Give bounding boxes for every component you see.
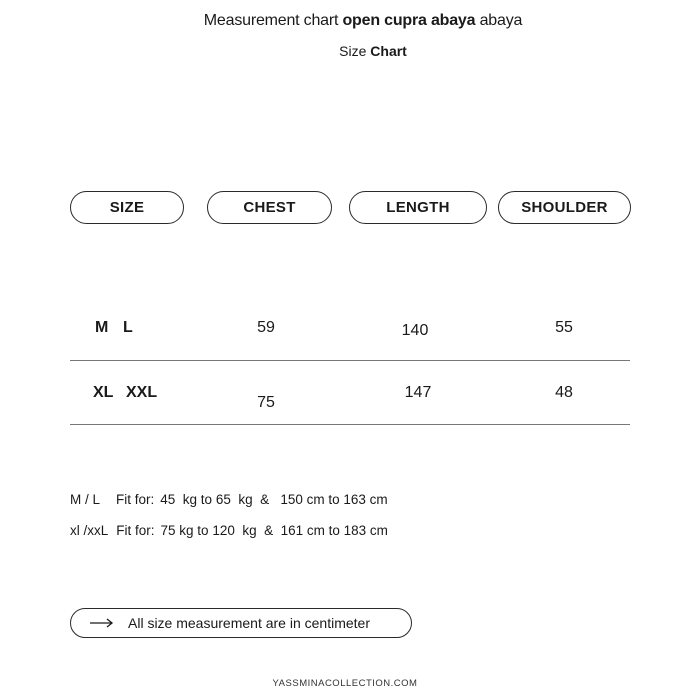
fit-note-xl-xxl xyxy=(70,523,388,538)
row-size-l: L xyxy=(123,319,133,336)
fit-text: 75 kg to 120 kg & 161 cm to 183 cm xyxy=(160,523,388,538)
fit-label: Fit for: xyxy=(116,492,155,507)
fit-note-m-l xyxy=(70,492,388,507)
title-suffix: abaya xyxy=(479,12,523,29)
title-prefix: Measurement chart xyxy=(203,12,339,29)
row-divider xyxy=(70,424,630,425)
measurement-note xyxy=(70,608,412,638)
arrow-right-icon xyxy=(90,618,114,628)
page-title xyxy=(0,12,700,30)
fit-text: 45 kg to 65 kg & 150 cm to 163 cm xyxy=(160,492,388,507)
column-header-chest: CHEST xyxy=(207,191,332,224)
title-product: open cupra abaya xyxy=(342,12,476,29)
row-divider xyxy=(70,360,630,361)
subtitle-prefix: Size xyxy=(339,43,367,59)
fit-size: M / L xyxy=(70,492,101,507)
row2-shoulder: 48 xyxy=(555,384,573,401)
row1-shoulder: 55 xyxy=(555,319,573,336)
page-subtitle xyxy=(0,43,700,59)
fit-label: Fit for: xyxy=(116,523,155,538)
row1-chest: 59 xyxy=(257,319,275,336)
row2-length: 147 xyxy=(404,384,432,401)
row-size-m: M xyxy=(95,319,109,336)
note-text: All size measurement are in centimeter xyxy=(128,615,370,631)
footer-site: YASSMINACOLLECTION.COM xyxy=(272,678,418,689)
column-header-shoulder: SHOULDER xyxy=(498,191,631,224)
column-header-size: SIZE xyxy=(70,191,184,224)
row-size-xxl: XXL xyxy=(126,384,158,401)
subtitle-bold: Chart xyxy=(370,43,407,59)
fit-size: xl /xxL xyxy=(70,523,109,538)
row1-length: 140 xyxy=(401,322,429,339)
row-size-xl: XL xyxy=(93,384,114,401)
column-header-length: LENGTH xyxy=(349,191,487,224)
row2-chest: 75 xyxy=(257,394,275,411)
